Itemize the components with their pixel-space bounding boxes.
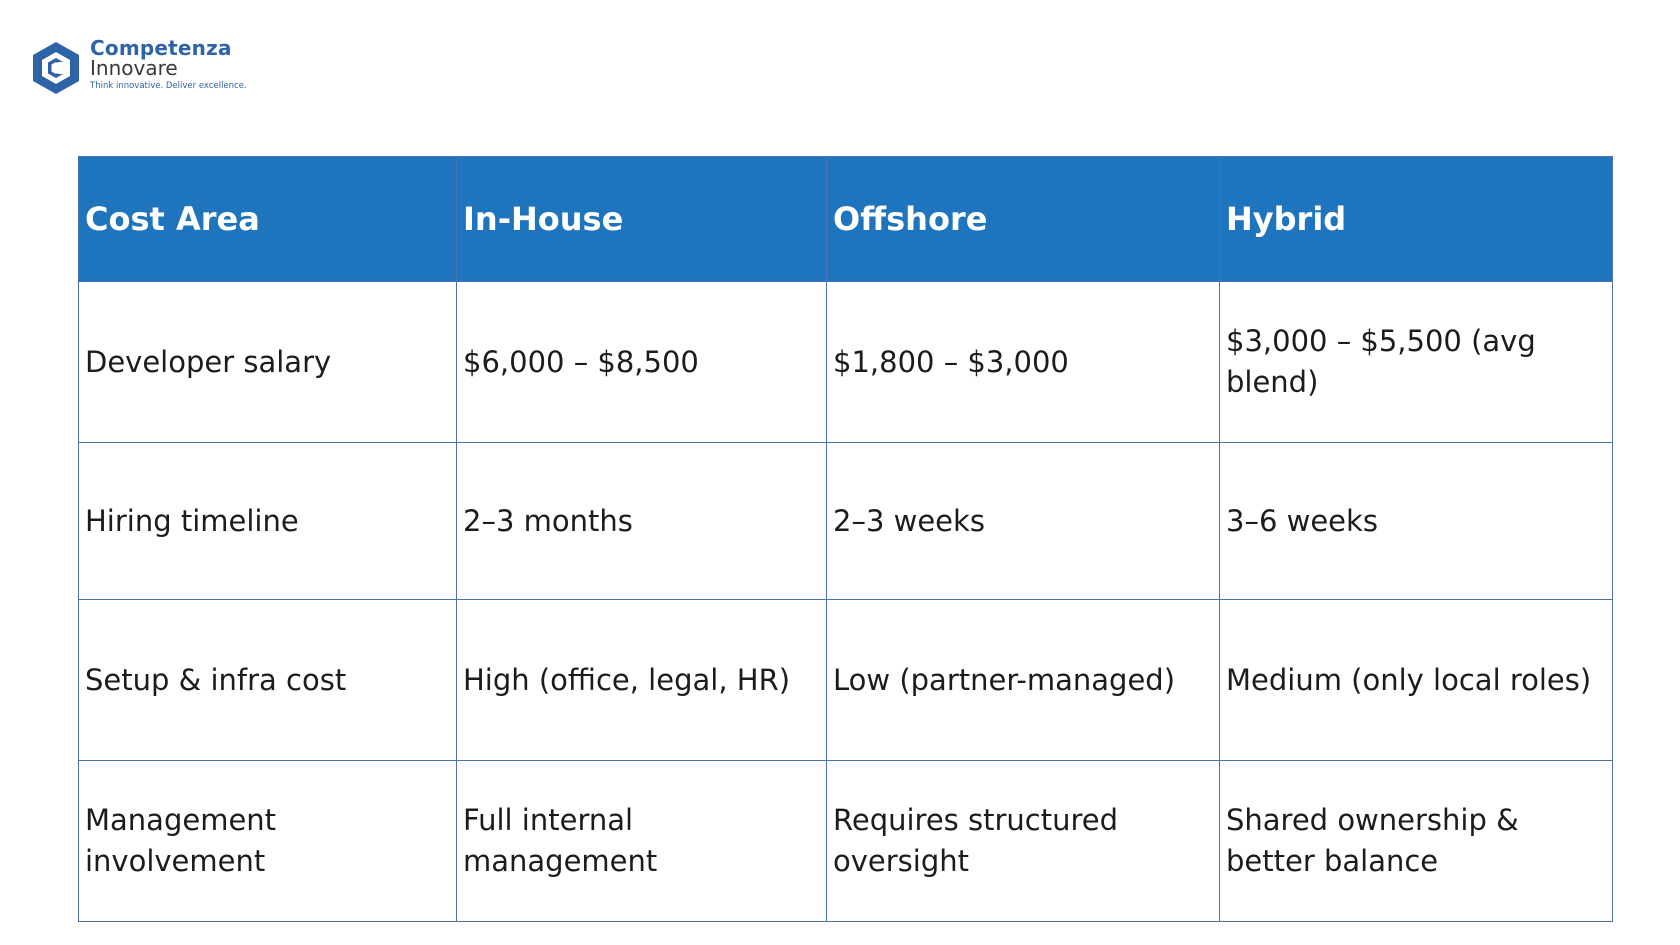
table-cell: Low (partner-managed): [827, 600, 1220, 761]
logo-name-line2: Innovare: [90, 56, 178, 80]
table-row: [79, 282, 1613, 443]
table-cell: 2–3 weeks: [827, 443, 1220, 600]
table-cell: Full internal management: [457, 761, 827, 922]
table-cell: Requires structured oversight: [827, 761, 1220, 922]
table-cell: $6,000 – $8,500: [457, 282, 827, 443]
column-header-cost-area: Cost Area: [79, 157, 457, 282]
table-cell: Medium (only local roles): [1220, 600, 1613, 761]
table-cell: Developer salary: [79, 282, 457, 443]
table-cell: Hiring timeline: [79, 443, 457, 600]
cost-comparison-table-container: [78, 156, 1613, 922]
table-row: [79, 600, 1613, 761]
table-cell: $3,000 – $5,500 (avg blend): [1220, 282, 1613, 443]
column-header-in-house: In-House: [457, 157, 827, 282]
table-row: [79, 443, 1613, 600]
table-cell: $1,800 – $3,000: [827, 282, 1220, 443]
table-header-row: [79, 157, 1613, 282]
column-header-hybrid: Hybrid: [1220, 157, 1613, 282]
table-row: [79, 761, 1613, 922]
logo-tagline: Think innovative. Deliver excellence.: [90, 81, 247, 91]
logo-name-line1: Competenza: [90, 36, 232, 60]
table-cell: Management involvement: [79, 761, 457, 922]
table-cell: 2–3 months: [457, 443, 827, 600]
hexagon-ci-logo-icon: [28, 40, 84, 96]
table-cell: Shared ownership & better balance: [1220, 761, 1613, 922]
company-logo: [28, 38, 247, 96]
table-cell: 3–6 weeks: [1220, 443, 1613, 600]
table-cell: High (office, legal, HR): [457, 600, 827, 761]
table-cell: Setup & infra cost: [79, 600, 457, 761]
cost-comparison-table: [78, 156, 1613, 922]
column-header-offshore: Offshore: [827, 157, 1220, 282]
